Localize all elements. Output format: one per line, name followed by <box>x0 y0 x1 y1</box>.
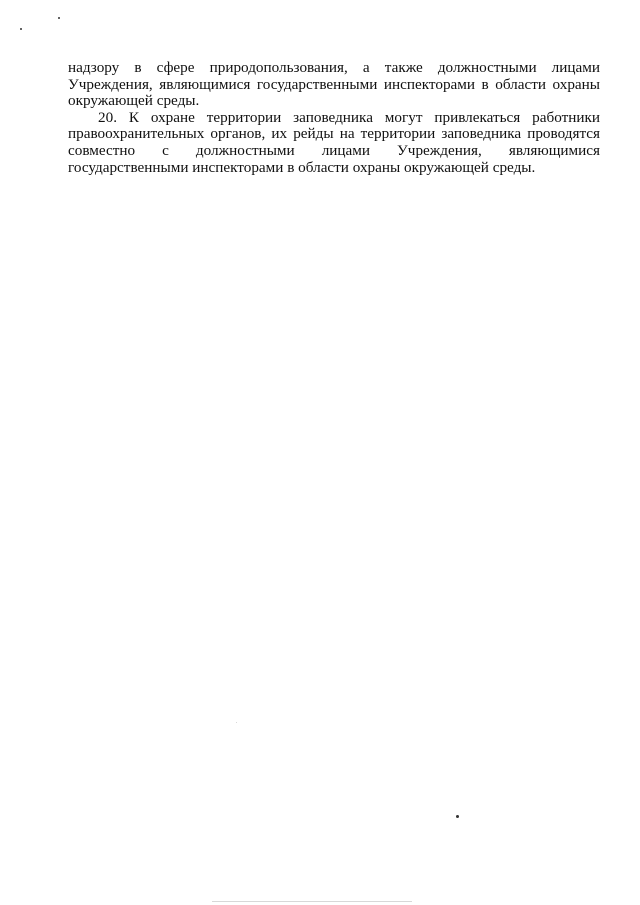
scan-speck <box>20 28 22 30</box>
scan-speck <box>456 815 459 818</box>
scan-edge-line <box>212 901 412 902</box>
scan-speck <box>58 17 60 19</box>
paragraph-item-20: 20. К охране территории заповедника могут привлекаться работники правоохранительных органов, их рейды на территории заповедника проводятся совместно с должностными лицами Учреждения, являющимися государственными инспекторами в области охраны окружающей среды. <box>68 108 600 176</box>
paragraph-continuation: надзору в сфере природопользования, а также должностными лицами Учреждения, являющимися государственными инспекторами в области охраны окружающей среды. <box>68 59 600 110</box>
document-body <box>68 60 600 176</box>
scan-speck <box>236 722 237 723</box>
